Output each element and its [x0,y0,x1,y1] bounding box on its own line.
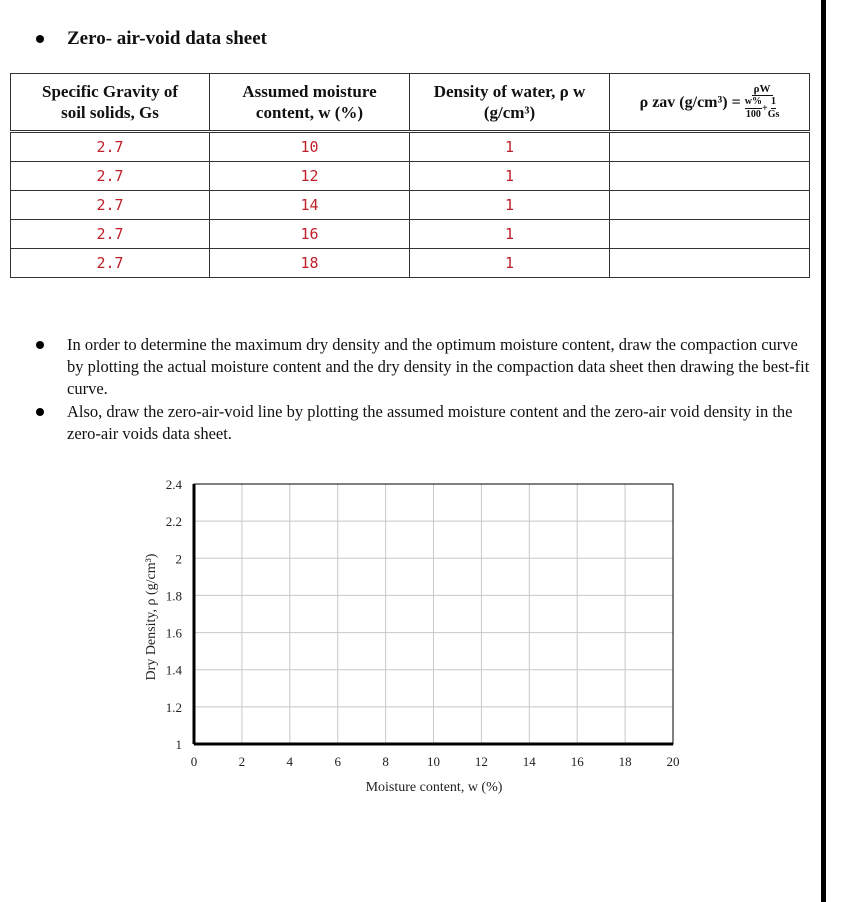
header-moisture-content: Assumed moisture content, w (%) [210,74,410,132]
bullet-icon [36,408,44,416]
x-tick-labels [191,754,680,769]
cell-pw: 1 [410,249,610,278]
x-tick-label: 4 [286,754,294,769]
cell-zav[interactable] [610,132,810,162]
instruction-text: In order to determine the maximum dry density and the optimum moisture content, draw the compaction curve by plotting the actual moisture content and the dry density in the compaction data sheet then drawing the best-fit curve. [67,335,810,398]
y-tick-labels [166,477,183,752]
instruction-text: Also, draw the zero-air-void line by plotting the assumed moisture content and the zero-air void density in the zero-air voids data sheet. [67,402,793,443]
cell-zav[interactable] [610,191,810,220]
cell-w: 18 [210,249,410,278]
cell-pw: 1 [410,191,610,220]
header-zav-formula [610,74,810,132]
cell-gs: 2.7 [11,191,210,220]
section-title: Zero- air-void data sheet [67,28,268,49]
compaction-chart [0,460,853,810]
zero-air-void-table [10,73,810,278]
instructions-list [36,334,811,446]
cell-w: 10 [210,132,410,162]
y-axis-label: Dry Density, ρ (g/cm³) [144,553,159,681]
cell-pw: 1 [410,220,610,249]
bullet-icon [36,341,44,349]
header-specific-gravity: Specific Gravity of soil solids, Gs [11,74,210,132]
y-tick-label: 2.2 [165,514,182,530]
cell-pw: 1 [410,132,610,162]
y-tick-label: 1.2 [165,699,182,715]
x-tick-label: 0 [190,754,198,769]
y-tick-label: 2.4 [165,477,182,492]
table-row [11,162,810,191]
table-row [11,220,810,249]
x-tick-label: 2 [238,754,246,769]
y-tick-label: 2 [175,551,182,567]
x-tick-label: 20 [666,754,680,769]
cell-zav[interactable] [610,162,810,191]
cell-pw: 1 [410,162,610,191]
chart-grid [194,484,673,744]
table-row [11,249,810,278]
instruction-item [36,401,811,445]
x-tick-label: 8 [382,754,389,769]
cell-zav[interactable] [610,220,810,249]
x-tick-label: 12 [474,754,488,769]
table-row [11,132,810,162]
y-tick-label: 1.6 [165,625,182,641]
y-tick-label: 1.8 [165,588,182,604]
x-tick-label: 18 [618,754,632,769]
instruction-item [36,334,811,400]
x-axis-label: Moisture content, w (%) [365,780,503,795]
cell-w: 12 [210,162,410,191]
bullet-icon [36,35,44,43]
x-tick-label: 6 [334,754,341,769]
y-tick-label: 1 [175,737,182,752]
cell-w: 16 [210,220,410,249]
cell-zav[interactable] [610,249,810,278]
x-tick-label: 10 [427,754,440,769]
cell-gs: 2.7 [11,249,210,278]
header-water-density: Density of water, ρ w (g/cm³) [410,74,610,132]
x-tick-label: 16 [570,754,584,769]
cell-w: 14 [210,191,410,220]
cell-gs: 2.7 [11,132,210,162]
x-tick-label: 14 [522,754,536,769]
cell-gs: 2.7 [11,162,210,191]
y-tick-label: 1.4 [165,662,182,678]
cell-gs: 2.7 [11,220,210,249]
zav-formula: ρ zav (g/cm³) = ρW w% 100 + $\frac{1}{Gs}$ [639,83,780,120]
section-title-row [36,27,267,51]
table-row [11,191,810,220]
